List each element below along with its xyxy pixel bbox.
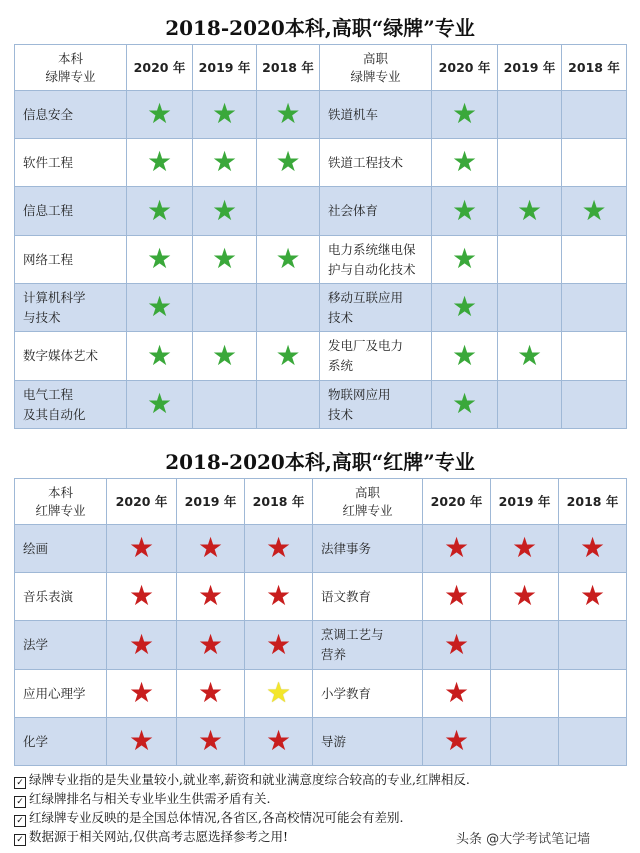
table-row bbox=[15, 139, 627, 187]
table-row bbox=[15, 91, 627, 139]
year-cell bbox=[127, 332, 193, 381]
major-name-line: 与技术 bbox=[23, 309, 61, 325]
year-cell bbox=[559, 525, 627, 573]
year-cell bbox=[193, 381, 257, 429]
major-name-line: 计算机科学 bbox=[23, 289, 86, 305]
red-star-icon: ★ bbox=[197, 531, 224, 564]
year-cell bbox=[245, 670, 313, 718]
year-cell bbox=[127, 381, 193, 429]
green-star-icon: ★ bbox=[211, 145, 238, 178]
red-star-icon: ★ bbox=[128, 676, 155, 709]
major-name-line: 数字媒体艺术 bbox=[23, 348, 99, 363]
major-name-line: 信息工程 bbox=[23, 203, 74, 218]
major-name bbox=[15, 573, 107, 621]
year-cell bbox=[257, 332, 320, 381]
year-cell bbox=[127, 91, 193, 139]
year-cell bbox=[491, 621, 559, 670]
green-right-header bbox=[320, 45, 432, 91]
year-cell bbox=[498, 139, 562, 187]
red-star-icon: ★ bbox=[128, 724, 155, 757]
year-cell bbox=[432, 332, 498, 381]
green-star-icon: ★ bbox=[211, 193, 238, 227]
table-row bbox=[15, 381, 627, 429]
major-name-line: 系统 bbox=[328, 358, 354, 373]
red-star-icon: ★ bbox=[265, 579, 292, 612]
red-star-icon: ★ bbox=[265, 531, 292, 564]
year-cell bbox=[193, 236, 257, 284]
green-star-icon: ★ bbox=[581, 193, 607, 227]
year-cell bbox=[245, 718, 313, 766]
year-cell bbox=[498, 236, 562, 284]
major-name-line: 软件工程 bbox=[23, 154, 74, 170]
green-star-icon: ★ bbox=[451, 242, 478, 275]
table-row bbox=[15, 621, 627, 670]
header-line: 红牌专业 bbox=[342, 502, 393, 518]
year-cell bbox=[257, 139, 320, 187]
red-header-2019-right: 2019 年 bbox=[491, 479, 559, 525]
note-text: 绿牌专业指的是失业量较小,就业率,薪资和就业满意度综合较高的专业,红牌相反. bbox=[29, 772, 470, 787]
year-cell bbox=[423, 670, 491, 718]
table-row bbox=[15, 332, 627, 381]
year-cell bbox=[559, 573, 627, 621]
header-line: 本科 bbox=[47, 484, 73, 500]
major-name-line: 及其自动化 bbox=[23, 406, 86, 422]
table-row bbox=[15, 670, 627, 718]
red-star-icon: ★ bbox=[443, 627, 470, 661]
major-name bbox=[15, 332, 127, 381]
year-cell bbox=[562, 236, 627, 284]
green-star-icon: ★ bbox=[275, 242, 301, 275]
green-star-icon: ★ bbox=[451, 193, 478, 227]
red-star-icon: ★ bbox=[197, 676, 224, 709]
major-name bbox=[320, 284, 432, 332]
major-name-line: 绘画 bbox=[23, 540, 49, 556]
red-star-icon: ★ bbox=[511, 579, 538, 612]
year-cell bbox=[498, 91, 562, 139]
red-star-icon: ★ bbox=[128, 627, 155, 661]
year-cell bbox=[193, 91, 257, 139]
major-name-line: 导游 bbox=[321, 733, 347, 749]
year-cell bbox=[559, 718, 627, 766]
green-star-icon: ★ bbox=[451, 338, 478, 372]
year-cell bbox=[177, 621, 245, 670]
checkbox-icon: ✓ bbox=[14, 796, 26, 808]
red-table-body bbox=[15, 525, 627, 766]
year-cell bbox=[491, 573, 559, 621]
green-star-icon: ★ bbox=[275, 145, 301, 178]
green-header-2020-left: 2020 年 bbox=[127, 45, 193, 91]
note-item bbox=[14, 808, 634, 827]
major-name-line: 烹调工艺与 bbox=[321, 627, 384, 642]
year-cell bbox=[107, 670, 177, 718]
major-name-line: 技术 bbox=[328, 406, 354, 422]
major-name bbox=[320, 381, 432, 429]
year-cell bbox=[257, 91, 320, 139]
year-cell bbox=[257, 284, 320, 332]
green-star-icon: ★ bbox=[516, 193, 543, 227]
green-star-icon: ★ bbox=[275, 97, 301, 130]
green-star-icon: ★ bbox=[211, 338, 238, 372]
major-name-line: 物联网应用 bbox=[328, 386, 391, 402]
green-header-2018-right: 2018 年 bbox=[562, 45, 627, 91]
year-cell bbox=[562, 332, 627, 381]
year-cell bbox=[177, 525, 245, 573]
red-star-icon: ★ bbox=[579, 531, 606, 564]
year-cell bbox=[257, 236, 320, 284]
year-cell bbox=[498, 284, 562, 332]
year-cell bbox=[177, 718, 245, 766]
major-name bbox=[313, 525, 423, 573]
green-star-icon: ★ bbox=[451, 290, 478, 323]
major-name bbox=[15, 621, 107, 670]
year-cell bbox=[498, 381, 562, 429]
red-header-2020-left: 2020 年 bbox=[107, 479, 177, 525]
green-table-title: 2018-2020本科,高职“绿牌”专业 bbox=[165, 16, 475, 40]
checkbox-icon: ✓ bbox=[14, 777, 26, 789]
major-name bbox=[320, 332, 432, 381]
red-star-icon: ★ bbox=[197, 579, 224, 612]
major-name bbox=[15, 525, 107, 573]
year-cell bbox=[177, 670, 245, 718]
year-cell bbox=[498, 332, 562, 381]
year-cell bbox=[127, 236, 193, 284]
major-name-line: 移动互联应用 bbox=[328, 289, 404, 305]
major-name-line: 社会体育 bbox=[328, 203, 379, 218]
green-header-row bbox=[15, 45, 627, 91]
green-star-icon: ★ bbox=[146, 338, 173, 372]
header-line: 绿牌专业 bbox=[45, 68, 96, 84]
major-name bbox=[15, 236, 127, 284]
year-cell bbox=[491, 718, 559, 766]
year-cell bbox=[432, 284, 498, 332]
year-cell bbox=[245, 525, 313, 573]
red-star-icon: ★ bbox=[443, 531, 470, 564]
year-cell bbox=[245, 621, 313, 670]
table-row bbox=[15, 525, 627, 573]
year-cell bbox=[127, 284, 193, 332]
red-star-icon: ★ bbox=[511, 531, 538, 564]
green-star-icon: ★ bbox=[146, 242, 173, 275]
table-row bbox=[15, 236, 627, 284]
year-cell bbox=[257, 187, 320, 236]
green-star-icon: ★ bbox=[211, 242, 238, 275]
green-header-2018-left: 2018 年 bbox=[257, 45, 320, 91]
major-name bbox=[313, 573, 423, 621]
major-name bbox=[313, 621, 423, 670]
year-cell bbox=[107, 525, 177, 573]
major-name bbox=[313, 670, 423, 718]
year-cell bbox=[491, 525, 559, 573]
major-name bbox=[15, 670, 107, 718]
year-cell bbox=[562, 284, 627, 332]
major-name bbox=[320, 91, 432, 139]
table-row bbox=[15, 284, 627, 332]
green-star-icon: ★ bbox=[146, 193, 173, 227]
red-star-icon: ★ bbox=[197, 627, 224, 661]
year-cell bbox=[423, 718, 491, 766]
year-cell bbox=[432, 236, 498, 284]
major-name-line: 小学教育 bbox=[321, 685, 372, 701]
year-cell bbox=[432, 139, 498, 187]
note-text: 红绿牌排名与相关专业毕业生供需矛盾有关. bbox=[29, 791, 271, 806]
green-star-icon: ★ bbox=[211, 97, 238, 130]
watermark: 头条 @大学考试笔记墙 bbox=[456, 832, 591, 847]
major-name bbox=[313, 718, 423, 766]
major-name-line: 网络工程 bbox=[23, 251, 74, 267]
major-name-line: 法律事务 bbox=[321, 540, 372, 556]
major-name bbox=[15, 718, 107, 766]
header-line: 绿牌专业 bbox=[350, 68, 401, 84]
green-left-header bbox=[15, 45, 127, 91]
table-row bbox=[15, 718, 627, 766]
header-line: 本科 bbox=[57, 50, 83, 66]
green-header-2020-right: 2020 年 bbox=[432, 45, 498, 91]
year-cell bbox=[193, 332, 257, 381]
table-row bbox=[15, 573, 627, 621]
green-majors-table bbox=[14, 44, 627, 429]
major-name bbox=[320, 139, 432, 187]
checkbox-icon: ✓ bbox=[14, 815, 26, 827]
green-star-icon: ★ bbox=[516, 338, 543, 372]
header-line: 红牌专业 bbox=[35, 502, 86, 518]
green-star-icon: ★ bbox=[146, 387, 173, 420]
red-star-icon: ★ bbox=[443, 724, 470, 757]
year-cell bbox=[432, 187, 498, 236]
red-star-icon: ★ bbox=[579, 579, 606, 612]
major-name-line: 应用心理学 bbox=[23, 685, 86, 701]
major-name-line: 电力系统继电保 bbox=[328, 241, 416, 257]
note-text: 红绿牌专业反映的是全国总体情况,各省区,各高校情况可能会有差别. bbox=[29, 810, 404, 825]
red-right-header bbox=[313, 479, 423, 525]
green-table-body bbox=[15, 91, 627, 429]
major-name-line: 化学 bbox=[23, 733, 49, 749]
red-star-icon: ★ bbox=[128, 531, 155, 564]
major-name-line: 法学 bbox=[23, 637, 49, 652]
year-cell bbox=[432, 381, 498, 429]
year-cell bbox=[423, 525, 491, 573]
red-table-title: 2018-2020本科,高职“红牌”专业 bbox=[165, 450, 475, 474]
year-cell bbox=[107, 573, 177, 621]
year-cell bbox=[193, 284, 257, 332]
green-header-2019-left: 2019 年 bbox=[193, 45, 257, 91]
red-majors-table bbox=[14, 478, 627, 766]
major-name-line: 护与自动化技术 bbox=[328, 261, 416, 277]
green-star-icon: ★ bbox=[146, 97, 173, 130]
red-star-icon: ★ bbox=[128, 579, 155, 612]
checkbox-icon: ✓ bbox=[14, 834, 26, 846]
green-star-icon: ★ bbox=[451, 145, 478, 178]
year-cell bbox=[257, 381, 320, 429]
green-star-icon: ★ bbox=[146, 145, 173, 178]
major-name-line: 音乐表演 bbox=[23, 588, 74, 604]
major-name-line: 技术 bbox=[328, 309, 354, 325]
major-name-line: 铁道工程技术 bbox=[328, 154, 404, 170]
red-star-icon: ★ bbox=[443, 579, 470, 612]
major-name bbox=[320, 236, 432, 284]
green-star-icon: ★ bbox=[146, 290, 173, 323]
year-cell bbox=[559, 621, 627, 670]
red-header-2018-right: 2018 年 bbox=[559, 479, 627, 525]
major-name bbox=[15, 139, 127, 187]
year-cell bbox=[107, 718, 177, 766]
year-cell bbox=[127, 187, 193, 236]
green-star-icon: ★ bbox=[451, 387, 478, 420]
year-cell bbox=[562, 381, 627, 429]
major-name-line: 铁道机车 bbox=[328, 106, 379, 122]
yellow-star-icon: ★ bbox=[265, 676, 292, 709]
year-cell bbox=[562, 139, 627, 187]
year-cell bbox=[107, 621, 177, 670]
red-star-icon: ★ bbox=[265, 627, 292, 661]
major-name bbox=[15, 284, 127, 332]
red-left-header bbox=[15, 479, 107, 525]
red-star-icon: ★ bbox=[265, 724, 292, 757]
year-cell bbox=[491, 670, 559, 718]
year-cell bbox=[177, 573, 245, 621]
year-cell bbox=[423, 573, 491, 621]
year-cell bbox=[562, 91, 627, 139]
year-cell bbox=[432, 91, 498, 139]
red-header-row bbox=[15, 479, 627, 525]
red-header-2019-left: 2019 年 bbox=[177, 479, 245, 525]
note-text: 数据源于相关网站,仅供高考志愿选择参考之用! bbox=[29, 829, 288, 844]
major-name-line: 营养 bbox=[321, 647, 347, 662]
year-cell bbox=[423, 621, 491, 670]
header-line: 高职 bbox=[362, 50, 388, 66]
year-cell bbox=[562, 187, 627, 236]
major-name bbox=[15, 91, 127, 139]
major-name bbox=[15, 187, 127, 236]
note-item bbox=[14, 789, 634, 808]
green-header-2019-right: 2019 年 bbox=[498, 45, 562, 91]
major-name-line: 语文教育 bbox=[321, 588, 372, 604]
year-cell bbox=[498, 187, 562, 236]
green-star-icon: ★ bbox=[451, 97, 478, 130]
red-star-icon: ★ bbox=[197, 724, 224, 757]
red-header-2018-left: 2018 年 bbox=[245, 479, 313, 525]
red-header-2020-right: 2020 年 bbox=[423, 479, 491, 525]
major-name bbox=[15, 381, 127, 429]
major-name-line: 电气工程 bbox=[23, 386, 74, 402]
major-name bbox=[320, 187, 432, 236]
major-name-line: 发电厂及电力 bbox=[328, 338, 404, 353]
year-cell bbox=[559, 670, 627, 718]
table-row bbox=[15, 187, 627, 236]
year-cell bbox=[193, 187, 257, 236]
year-cell bbox=[127, 139, 193, 187]
year-cell bbox=[193, 139, 257, 187]
year-cell bbox=[245, 573, 313, 621]
red-star-icon: ★ bbox=[443, 676, 470, 709]
note-item bbox=[14, 770, 634, 789]
green-star-icon: ★ bbox=[275, 338, 301, 372]
header-line: 高职 bbox=[354, 484, 380, 500]
major-name-line: 信息安全 bbox=[23, 106, 74, 122]
